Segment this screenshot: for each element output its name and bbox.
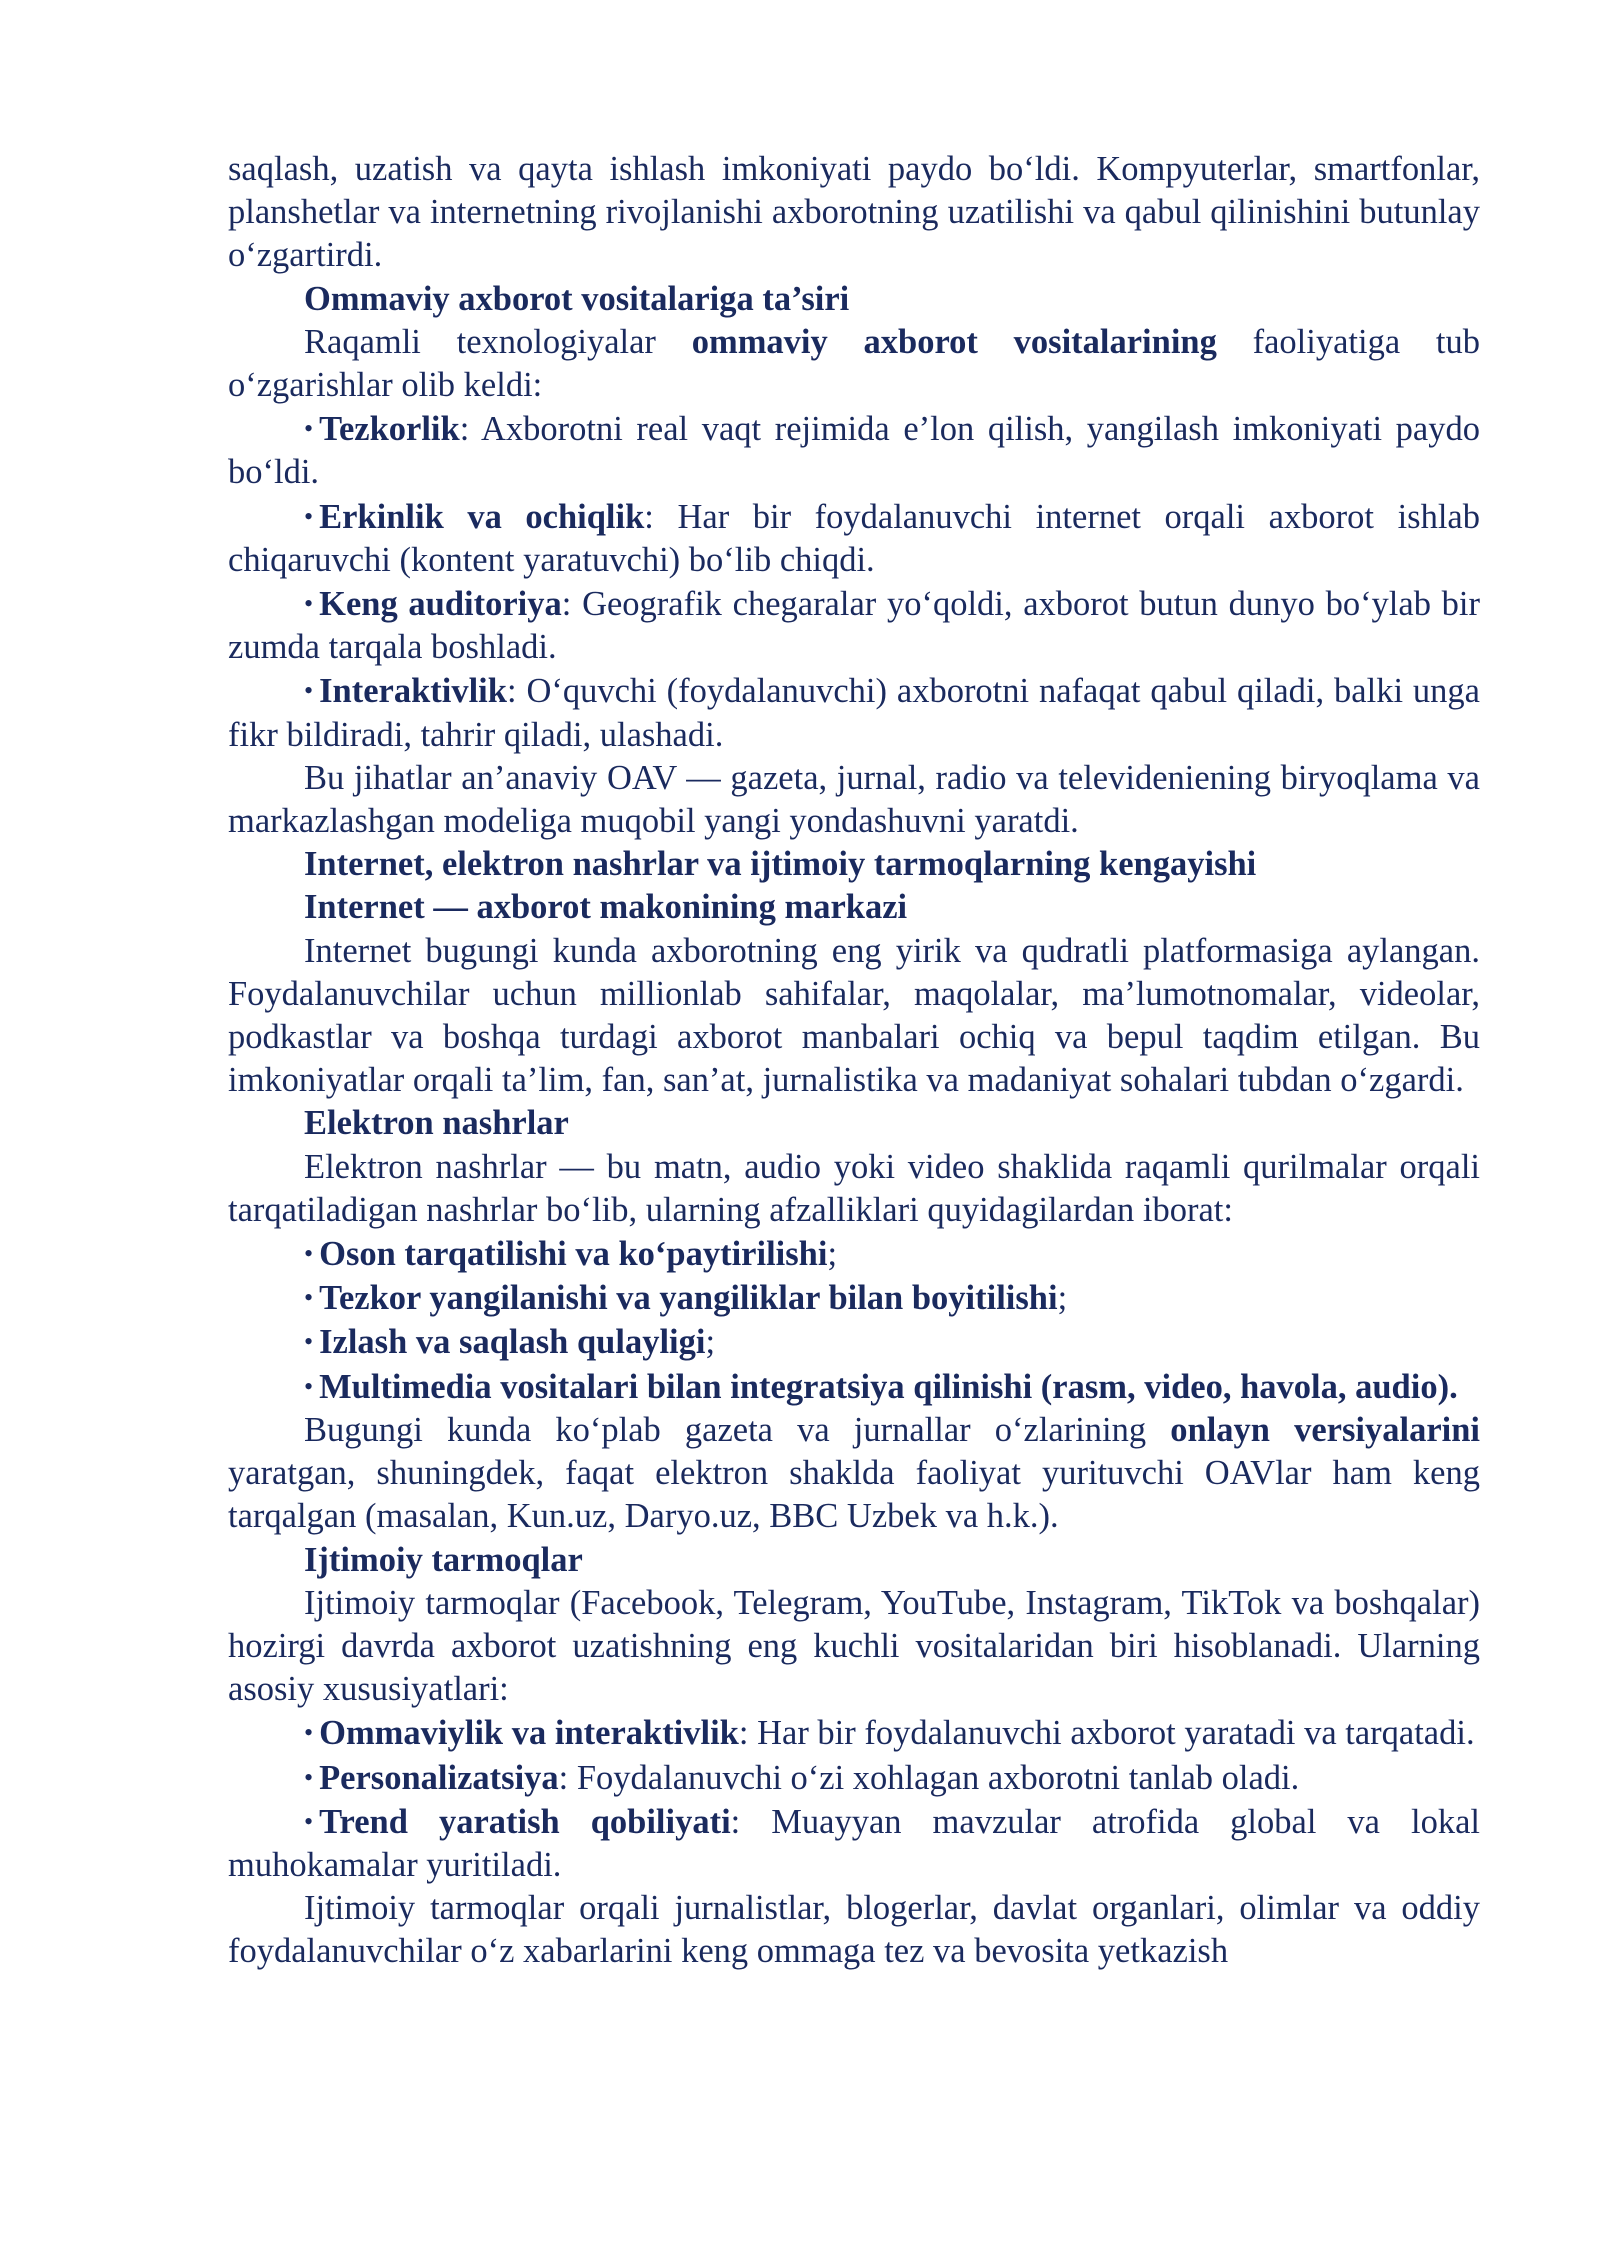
bullet-icon: • [304,501,314,531]
bullet-icon: • [304,1806,314,1836]
list-item-izlash [228,1320,1480,1364]
list-item-ommaviylik [228,1711,1480,1755]
bullet-icon: • [304,414,314,444]
list-item-multimedia [228,1365,1480,1409]
bullet-icon: • [304,1283,314,1313]
online-text-a: Bugungi kunda ko‘plab gazeta va jurnallar o‘zlarining [304,1410,1171,1449]
bullet-text: : Har bir foydalanuvchi internet orqali axborot ishlab chiqaruvchi (kontent yaratuvchi) bo‘lib chiqdi. [228,497,1480,579]
paragraph-mass-media [228,321,1480,407]
heading-social: Ijtimoiy tarmoqlar [304,1540,583,1579]
bullet-text: ; [705,1323,716,1362]
bullet-term: Tezkorlik [319,410,460,449]
list-item-keng-auditoriya [228,582,1480,669]
online-text-c: yaratgan, shuningdek, faqat elektron shaklda faoliyat yurituvchi OAVlar ham keng tarqalgan (masalan, Kun.uz, Daryo.uz, BBC Uzbek va h.k.). [228,1454,1480,1536]
heading-internet-center: Internet — axborot makonining markazi [304,888,908,927]
online-text-bold: onlayn versiyalarini [1170,1410,1480,1449]
mass-text-bold: ommaviy axborot vositalarining [691,322,1217,361]
paragraph-online-versions [228,1409,1480,1539]
bullet-term: Keng auditoriya [319,585,562,624]
heading-mass-media: Ommaviy axborot vositalariga ta’siri [304,279,850,318]
paragraph-oav: Bu jihatlar an’anaviy OAV — gazeta, jurnal, radio va televideniening biryoqlama va markazlashgan modeliga muqobil yangi yondashuvni yaratdi. [228,758,1480,841]
bullet-text: : Muayyan mavzular atrofida global va lokal muhokamalar yuritiladi. [228,1802,1480,1884]
list-item-oson-tarqatilishi [228,1232,1480,1276]
bullet-text: ; [1057,1279,1068,1318]
bullet-icon: • [304,1718,314,1748]
mass-text-a: Raqamli texnologiyalar [304,322,692,361]
bullet-icon: • [304,1762,314,1792]
list-item-erkinlik [228,495,1480,582]
paragraph-social: Ijtimoiy tarmoqlar (Facebook, Telegram, YouTube, Instagram, TikTok va boshqalar) hozirgi davrda axborot uzatishning eng kuchli vositalaridan biri hisoblanadi. Ularning asosiy xususiyatlari: [228,1583,1480,1709]
bullet-text: : Foydalanuvchi o‘zi xohlagan axborotni tanlab oladi. [558,1758,1300,1797]
list-item-trend [228,1800,1480,1887]
bullet-term: Trend yaratish qobiliyati [319,1802,731,1841]
heading-electronic: Elektron nashrlar [304,1104,569,1143]
paragraph-final: Ijtimoiy tarmoqlar orqali jurnalistlar, blogerlar, davlat organlari, olimlar va oddiy foydalanuvchilar o‘z xabarlarini keng ommaga tez va bevosita yetkazish [228,1889,1480,1971]
heading-internet-expansion: Internet, elektron nashrlar va ijtimoiy tarmoqlarning kengayishi [304,845,1257,884]
bullet-text: : O‘quvchi (foydalanuvchi) axborotni nafaqat qabul qiladi, balki unga fikr bildiradi, tahrir qiladi, ulashadi. [228,672,1480,754]
bullet-icon: • [304,1327,314,1357]
bullet-term: Ommaviylik va interaktivlik [319,1714,739,1753]
bullet-term: Multimedia vositalari bilan integratsiya qilinishi (rasm, video, havola, audio). [319,1367,1458,1406]
bullet-text: : Geografik chegaralar yo‘qoldi, axborot butun dunyo bo‘ylab bir zumda tarqala boshladi. [228,585,1480,667]
paragraph-intro: saqlash, uzatish va qayta ishlash imkoniyati paydo bo‘ldi. Kompyuterlar, smartfonlar, planshetlar va internetning rivojlanishi axborotning uzatilishi va qabul qilinishini butunlay o‘zgartirdi. [228,150,1480,275]
list-item-tezkor-yangilanishi [228,1276,1480,1320]
paragraph-electronic: Elektron nashrlar — bu matn, audio yoki video shaklida raqamli qurilmalar orqali tarqatiladigan nashrlar bo‘lib, ularning afzalliklari quyidagilardan iborat: [228,1147,1480,1229]
bullet-term: Izlash va saqlash qulayligi [319,1323,706,1362]
bullet-text: ; [827,1235,838,1274]
bullet-icon: • [304,1239,314,1269]
bullet-term: Personalizatsiya [319,1758,559,1797]
list-item-personalizatsiya [228,1756,1480,1800]
paragraph-internet: Internet bugungi kunda axborotning eng yirik va qudratli platformasiga aylangan. Foydalanuvchilar uchun millionlab sahifalar, maqolalar, ma’lumotnomalar, videolar, podkastlar va boshqa turdagi axborot manbalari ochiq va bepul taqdim etilgan. Bu imkoniyatlar orqali ta’lim, fan, san’at, jurnalistika va madaniyat sohalari tubdan o‘zgardi. [228,931,1480,1100]
list-item-interaktivlik [228,669,1480,756]
bullet-text: : Har bir foydalanuvchi axborot yaratadi va tarqatadi. [738,1714,1475,1753]
bullet-icon: • [304,1371,314,1401]
bullet-icon: • [304,676,314,706]
bullet-icon: • [304,589,314,619]
mass-text-c: faoliyatiga tub o‘zgarishlar olib keldi: [228,322,1480,405]
bullet-text: : Axborotni real vaqt rejimida e’lon qilish, yangilash imkoniyati paydo bo‘ldi. [228,410,1480,492]
list-item-tezkorlik [228,407,1480,494]
bullet-term: Tezkor yangilanishi va yangiliklar bilan boyitilishi [319,1279,1058,1318]
bullet-term: Erkinlik va ochiqlik [319,497,645,536]
bullet-term: Interaktivlik [319,672,507,711]
bullet-term: Oson tarqatilishi va ko‘paytirilishi [319,1235,828,1274]
